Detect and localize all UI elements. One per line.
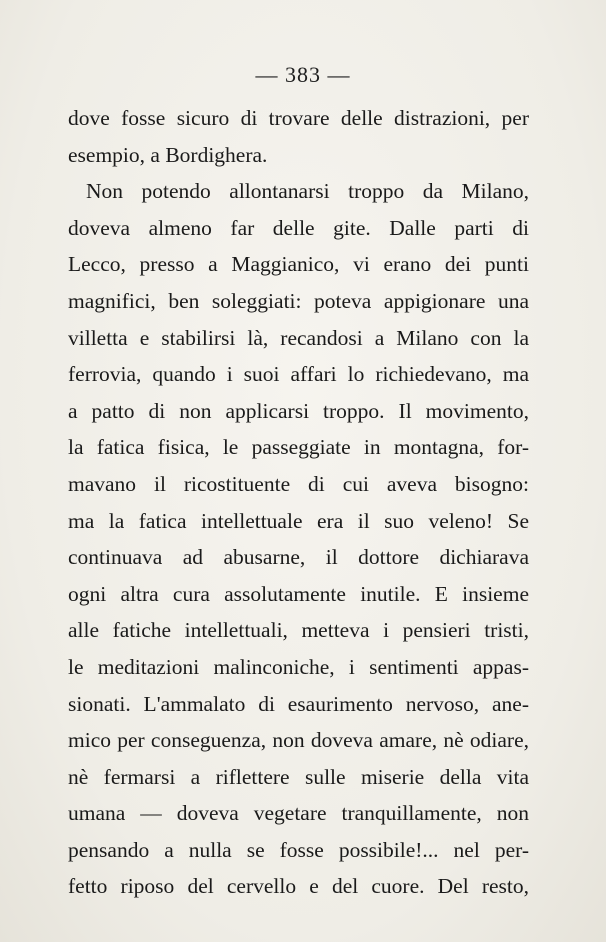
text-line: sionati. L'ammalato di esaurimento nervoso, ane- [68, 691, 529, 716]
text-line: doveva almeno far delle gite. Dalle parti di [68, 215, 529, 240]
text-line: le meditazioni malinconiche, i sentimenti appas- [68, 654, 529, 679]
text-line: fetto riposo del cervello e del cuore. Del resto, [68, 874, 529, 899]
text-line: nè fermarsi a riflettere sulle miserie della vita [68, 764, 529, 789]
text-line: continuava ad abusarne, il dottore dichiarava [68, 545, 529, 570]
text-line: ferrovia, quando i suoi affari lo richiedevano, ma [68, 362, 529, 387]
text-line: villetta e stabilirsi là, recandosi a Milano con la [68, 325, 529, 350]
page-number: — 383 — [255, 62, 351, 87]
text-line: dove fosse sicuro di trovare delle distrazioni, per [68, 106, 529, 130]
text-line: la fatica fisica, le passeggiate in montagna, for- [68, 435, 529, 460]
text-line: ogni altra cura assolutamente inutile. E insieme [68, 581, 529, 606]
text-line: mavano il ricostituente di cui aveva bisogno: [68, 471, 529, 496]
text-line: mico per conseguenza, non doveva amare, nè odiare, [68, 728, 529, 753]
text-line: a patto di non applicarsi troppo. Il movimento, [68, 398, 529, 423]
text-line: Lecco, presso a Maggianico, vi erano dei punti [68, 252, 529, 277]
text-line: umana — doveva vegetare tranquillamente, non [68, 801, 529, 826]
text-line: alle fatiche intellettuali, metteva i pensieri tristi, [68, 618, 529, 643]
text-line: pensando a nulla se fosse possibile!... nel per- [68, 837, 529, 862]
body-text [68, 100, 529, 905]
text-line: magnifici, ben soleggiati: poteva appigionare una [68, 288, 529, 313]
text-line: ma la fatica intellettuale era il suo veleno! Se [68, 508, 529, 533]
paragraph-start-line: Non potendo allontanarsi troppo da Milano, [86, 179, 529, 204]
text-line: esempio, a Bordighera. [68, 142, 268, 167]
